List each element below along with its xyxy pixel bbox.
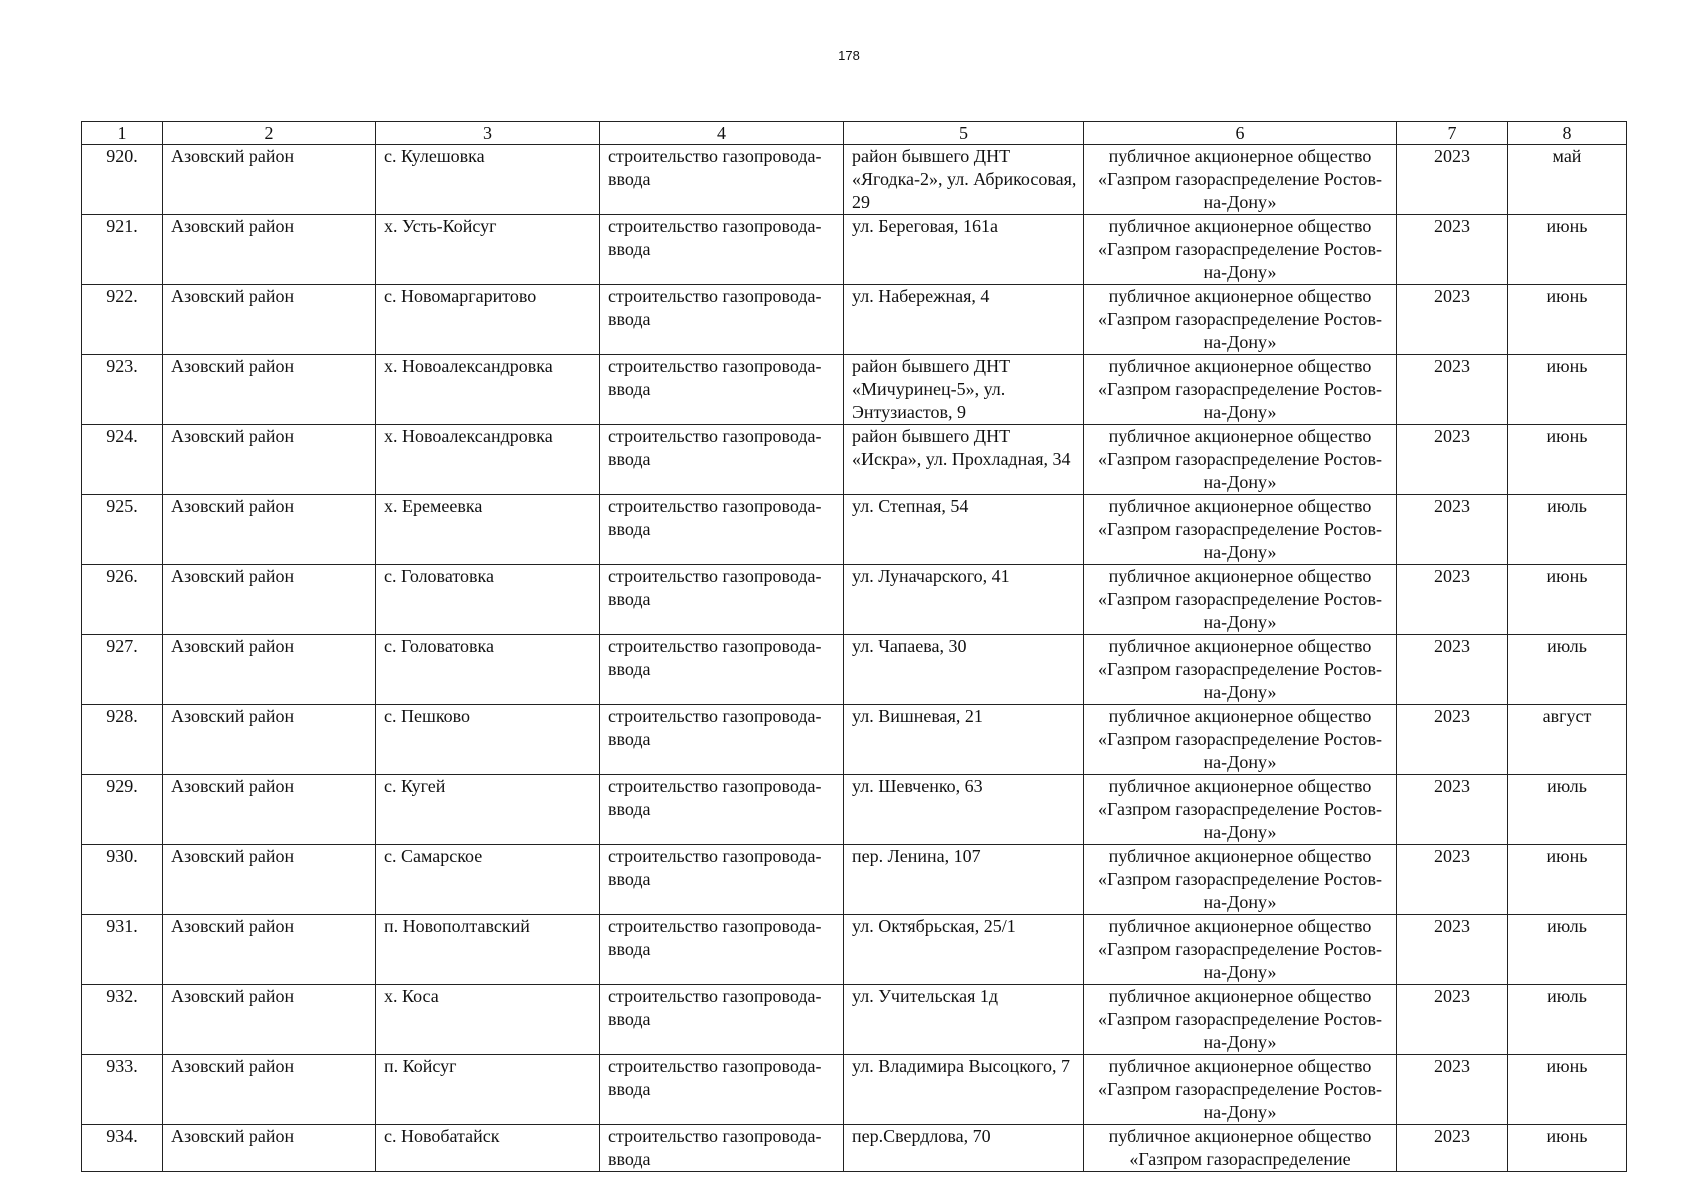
- organization-cell: публичное акционерное общество «Газпром газораспределение: [1084, 1125, 1397, 1172]
- organization-cell: публичное акционерное общество «Газпром газораспределение Ростов-на-Дону»: [1084, 565, 1397, 635]
- month-cell: июнь: [1508, 215, 1627, 285]
- work-type-cell: строительство газопровода-ввода: [600, 355, 844, 425]
- row-number-cell: 934.: [82, 1125, 163, 1172]
- organization-cell: публичное акционерное общество «Газпром газораспределение Ростов-на-Дону»: [1084, 145, 1397, 215]
- district-cell: Азовский район: [163, 285, 376, 355]
- settlement-cell: с. Кугей: [376, 775, 600, 845]
- year-cell: 2023: [1397, 1055, 1508, 1125]
- year-cell: 2023: [1397, 705, 1508, 775]
- month-cell: июнь: [1508, 285, 1627, 355]
- table-row: [82, 425, 1627, 495]
- district-cell: Азовский район: [163, 705, 376, 775]
- table-body: [82, 145, 1627, 1172]
- district-cell: Азовский район: [163, 845, 376, 915]
- year-cell: 2023: [1397, 215, 1508, 285]
- address-cell: ул. Луначарского, 41: [844, 565, 1084, 635]
- district-cell: Азовский район: [163, 355, 376, 425]
- row-number-cell: 932.: [82, 985, 163, 1055]
- row-number-cell: 933.: [82, 1055, 163, 1125]
- organization-cell: публичное акционерное общество «Газпром газораспределение Ростов-на-Дону»: [1084, 285, 1397, 355]
- district-cell: Азовский район: [163, 495, 376, 565]
- table-row: [82, 495, 1627, 565]
- address-cell: ул. Учительская 1д: [844, 985, 1084, 1055]
- work-type-cell: строительство газопровода-ввода: [600, 845, 844, 915]
- settlement-cell: с. Новомаргаритово: [376, 285, 600, 355]
- district-cell: Азовский район: [163, 425, 376, 495]
- table-row: [82, 705, 1627, 775]
- settlement-cell: х. Усть-Койсуг: [376, 215, 600, 285]
- organization-cell: публичное акционерное общество «Газпром газораспределение Ростов-на-Дону»: [1084, 1055, 1397, 1125]
- year-cell: 2023: [1397, 425, 1508, 495]
- organization-cell: публичное акционерное общество «Газпром газораспределение Ростов-на-Дону»: [1084, 845, 1397, 915]
- district-cell: Азовский район: [163, 985, 376, 1055]
- organization-cell: публичное акционерное общество «Газпром газораспределение Ростов-на-Дону»: [1084, 355, 1397, 425]
- settlement-cell: с. Головатовка: [376, 635, 600, 705]
- address-cell: район бывшего ДНТ «Мичуринец-5», ул. Энтузиастов, 9: [844, 355, 1084, 425]
- settlement-cell: х. Новоалександровка: [376, 425, 600, 495]
- table-row: [82, 565, 1627, 635]
- address-cell: район бывшего ДНТ «Искра», ул. Прохладная, 34: [844, 425, 1084, 495]
- table-row: [82, 1125, 1627, 1172]
- year-cell: 2023: [1397, 355, 1508, 425]
- year-cell: 2023: [1397, 565, 1508, 635]
- work-type-cell: строительство газопровода-ввода: [600, 1125, 844, 1172]
- organization-cell: публичное акционерное общество «Газпром газораспределение Ростов-на-Дону»: [1084, 985, 1397, 1055]
- table-row: [82, 215, 1627, 285]
- settlement-cell: с. Новобатайск: [376, 1125, 600, 1172]
- column-header-8: 8: [1508, 122, 1627, 145]
- month-cell: июль: [1508, 775, 1627, 845]
- year-cell: 2023: [1397, 775, 1508, 845]
- table-row: [82, 915, 1627, 985]
- row-number-cell: 924.: [82, 425, 163, 495]
- work-type-cell: строительство газопровода-ввода: [600, 285, 844, 355]
- work-type-cell: строительство газопровода-ввода: [600, 565, 844, 635]
- address-cell: ул. Вишневая, 21: [844, 705, 1084, 775]
- work-type-cell: строительство газопровода-ввода: [600, 215, 844, 285]
- table-row: [82, 145, 1627, 215]
- address-cell: ул. Владимира Высоцкого, 7: [844, 1055, 1084, 1125]
- settlement-cell: п. Койсуг: [376, 1055, 600, 1125]
- address-cell: ул. Шевченко, 63: [844, 775, 1084, 845]
- month-cell: август: [1508, 705, 1627, 775]
- address-cell: ул. Чапаева, 30: [844, 635, 1084, 705]
- table-row: [82, 845, 1627, 915]
- table-header: [82, 122, 1627, 145]
- month-cell: июнь: [1508, 1055, 1627, 1125]
- work-type-cell: строительство газопровода-ввода: [600, 985, 844, 1055]
- district-cell: Азовский район: [163, 1125, 376, 1172]
- work-type-cell: строительство газопровода-ввода: [600, 495, 844, 565]
- row-number-cell: 922.: [82, 285, 163, 355]
- settlement-cell: п. Новополтавский: [376, 915, 600, 985]
- year-cell: 2023: [1397, 145, 1508, 215]
- settlement-cell: с. Самарское: [376, 845, 600, 915]
- address-cell: ул. Набережная, 4: [844, 285, 1084, 355]
- settlement-cell: х. Еремеевка: [376, 495, 600, 565]
- year-cell: 2023: [1397, 495, 1508, 565]
- table-row: [82, 635, 1627, 705]
- address-cell: район бывшего ДНТ «Ягодка-2», ул. Абрикосовая, 29: [844, 145, 1084, 215]
- column-header-2: 2: [163, 122, 376, 145]
- row-number-cell: 926.: [82, 565, 163, 635]
- work-type-cell: строительство газопровода-ввода: [600, 425, 844, 495]
- organization-cell: публичное акционерное общество «Газпром газораспределение Ростов-на-Дону»: [1084, 915, 1397, 985]
- work-type-cell: строительство газопровода-ввода: [600, 145, 844, 215]
- year-cell: 2023: [1397, 635, 1508, 705]
- header-row: [82, 122, 1627, 145]
- district-cell: Азовский район: [163, 145, 376, 215]
- row-number-cell: 931.: [82, 915, 163, 985]
- organization-cell: публичное акционерное общество «Газпром газораспределение Ростов-на-Дону»: [1084, 775, 1397, 845]
- row-number-cell: 930.: [82, 845, 163, 915]
- settlement-cell: х. Новоалександровка: [376, 355, 600, 425]
- district-cell: Азовский район: [163, 635, 376, 705]
- work-type-cell: строительство газопровода-ввода: [600, 775, 844, 845]
- month-cell: июнь: [1508, 355, 1627, 425]
- row-number-cell: 928.: [82, 705, 163, 775]
- gasification-table: [81, 121, 1627, 1172]
- district-cell: Азовский район: [163, 215, 376, 285]
- month-cell: июнь: [1508, 845, 1627, 915]
- organization-cell: публичное акционерное общество «Газпром газораспределение Ростов-на-Дону»: [1084, 215, 1397, 285]
- column-header-6: 6: [1084, 122, 1397, 145]
- year-cell: 2023: [1397, 845, 1508, 915]
- page-number: 178: [838, 48, 860, 63]
- month-cell: июнь: [1508, 565, 1627, 635]
- address-cell: пер. Ленина, 107: [844, 845, 1084, 915]
- month-cell: июль: [1508, 985, 1627, 1055]
- district-cell: Азовский район: [163, 775, 376, 845]
- settlement-cell: с. Пешково: [376, 705, 600, 775]
- month-cell: июль: [1508, 495, 1627, 565]
- row-number-cell: 927.: [82, 635, 163, 705]
- month-cell: июль: [1508, 635, 1627, 705]
- district-cell: Азовский район: [163, 1055, 376, 1125]
- row-number-cell: 923.: [82, 355, 163, 425]
- work-type-cell: строительство газопровода-ввода: [600, 915, 844, 985]
- work-type-cell: строительство газопровода-ввода: [600, 705, 844, 775]
- organization-cell: публичное акционерное общество «Газпром газораспределение Ростов-на-Дону»: [1084, 705, 1397, 775]
- month-cell: май: [1508, 145, 1627, 215]
- row-number-cell: 920.: [82, 145, 163, 215]
- row-number-cell: 921.: [82, 215, 163, 285]
- settlement-cell: с. Головатовка: [376, 565, 600, 635]
- address-cell: ул. Октябрьская, 25/1: [844, 915, 1084, 985]
- work-type-cell: строительство газопровода-ввода: [600, 635, 844, 705]
- table-row: [82, 355, 1627, 425]
- table-row: [82, 285, 1627, 355]
- organization-cell: публичное акционерное общество «Газпром газораспределение Ростов-на-Дону»: [1084, 495, 1397, 565]
- settlement-cell: с. Кулешовка: [376, 145, 600, 215]
- address-cell: ул. Береговая, 161а: [844, 215, 1084, 285]
- row-number-cell: 925.: [82, 495, 163, 565]
- column-header-1: 1: [82, 122, 163, 145]
- address-cell: ул. Степная, 54: [844, 495, 1084, 565]
- row-number-cell: 929.: [82, 775, 163, 845]
- settlement-cell: х. Коса: [376, 985, 600, 1055]
- address-cell: пер.Свердлова, 70: [844, 1125, 1084, 1172]
- column-header-4: 4: [600, 122, 844, 145]
- year-cell: 2023: [1397, 915, 1508, 985]
- table-row: [82, 985, 1627, 1055]
- column-header-3: 3: [376, 122, 600, 145]
- year-cell: 2023: [1397, 1125, 1508, 1172]
- year-cell: 2023: [1397, 985, 1508, 1055]
- column-header-7: 7: [1397, 122, 1508, 145]
- work-type-cell: строительство газопровода-ввода: [600, 1055, 844, 1125]
- organization-cell: публичное акционерное общество «Газпром газораспределение Ростов-на-Дону»: [1084, 635, 1397, 705]
- district-cell: Азовский район: [163, 915, 376, 985]
- month-cell: июль: [1508, 915, 1627, 985]
- district-cell: Азовский район: [163, 565, 376, 635]
- year-cell: 2023: [1397, 285, 1508, 355]
- table-row: [82, 1055, 1627, 1125]
- column-header-5: 5: [844, 122, 1084, 145]
- organization-cell: публичное акционерное общество «Газпром газораспределение Ростов-на-Дону»: [1084, 425, 1397, 495]
- month-cell: июнь: [1508, 1125, 1627, 1172]
- month-cell: июнь: [1508, 425, 1627, 495]
- table-row: [82, 775, 1627, 845]
